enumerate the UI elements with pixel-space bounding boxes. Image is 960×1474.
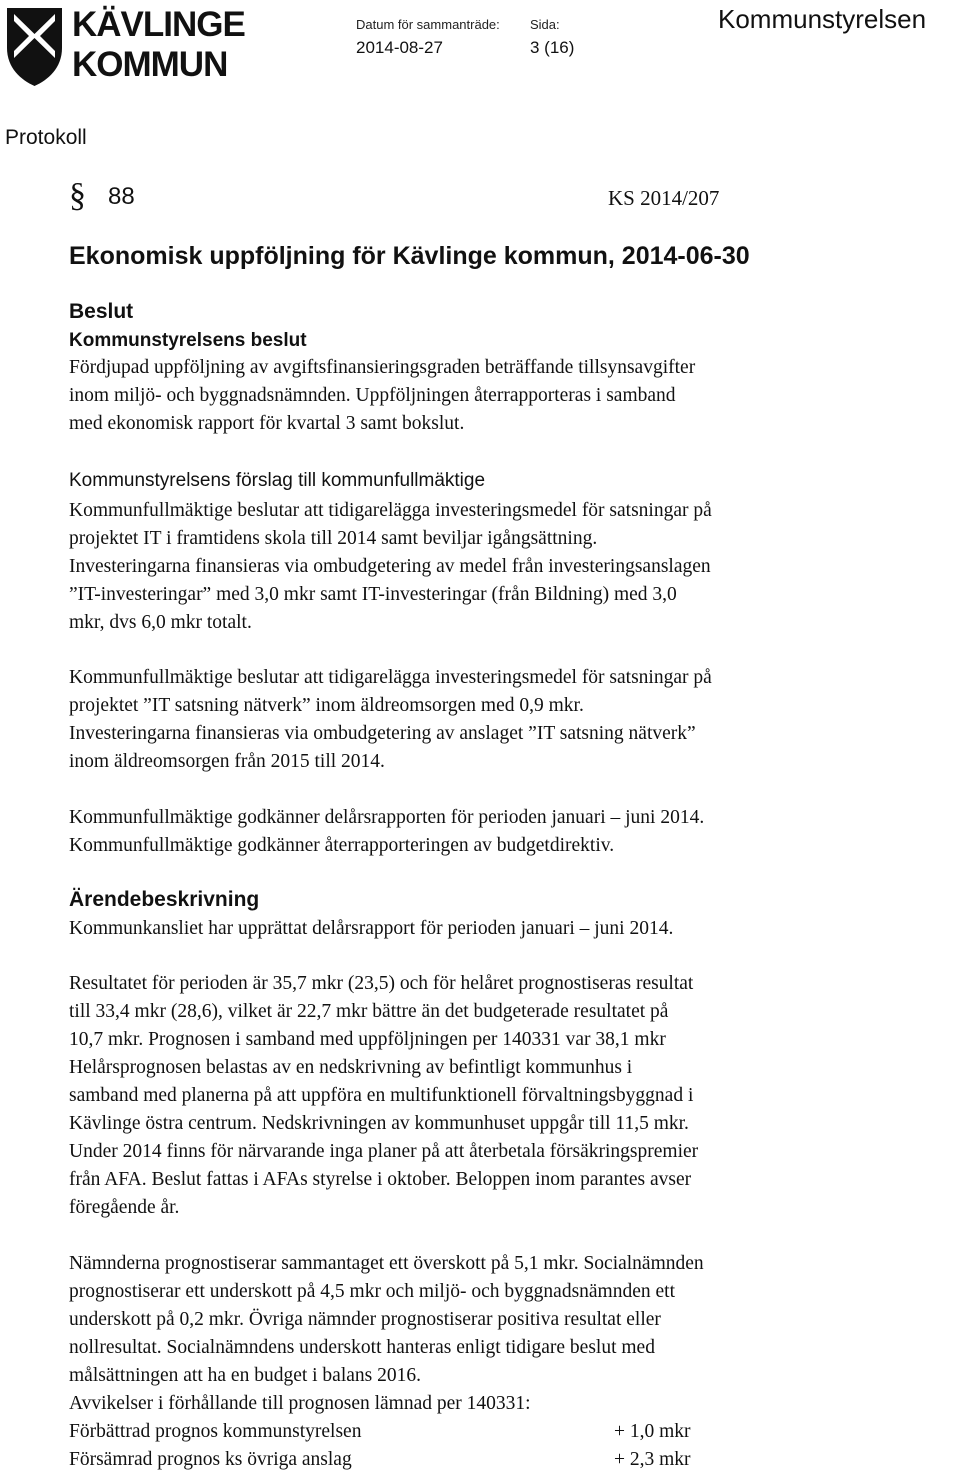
description-line: nollresultat. Socialnämndens underskott hanteras enligt tidigare beslut med [69, 1337, 655, 1358]
proposal-line: ”IT-investeringar” med 3,0 mkr samt IT-investeringar (från Bildning) med 3,0 [69, 584, 677, 605]
proposal-line: inom äldreomsorgen från 2015 till 2014. [69, 751, 385, 772]
kavlinge-kommun-logo [4, 5, 245, 88]
description-line: 10,7 mkr. Prognosen i samband med uppföljningen per 140331 var 38,1 mkr [69, 1029, 666, 1050]
board-decision-line: Fördjupad uppföljning av avgiftsfinansieringsgraden beträffande tillsynsavgifter [69, 357, 696, 378]
proposal-line: Investeringarna finansieras via ombudgetering av medel från investeringsanslagen [69, 556, 711, 577]
proposal-line: Kommunfullmäktige godkänner återrapporteringen av budgetdirektiv. [69, 835, 615, 856]
proposal-line: projektet ”IT satsning nätverk” inom äldreomsorgen med 0,9 mkr. [69, 695, 584, 716]
logo-line-2: KOMMUN [72, 45, 228, 84]
description-line: från AFA. Beslut fattas i AFAs styrelse i oktober. Beloppen inom parantes avser [69, 1169, 692, 1190]
description-line: målsättningen att ha en budget i balans 2016. [69, 1365, 421, 1386]
deviation-label: Försämrad prognos ks övriga anslag [69, 1449, 352, 1470]
page-label: Sida: [530, 17, 560, 32]
section-symbol: § [69, 177, 86, 214]
proposal-line: Investeringarna finansieras via ombudgetering av anslaget ”IT satsning nätverk” [69, 723, 696, 744]
deviation-value: + 1,0 mkr [614, 1421, 691, 1442]
deviation-row [69, 1446, 929, 1474]
description-line: Helårsprognosen belastas av en nedskrivning av befintligt kommunhus i [69, 1057, 633, 1078]
description-line: underskott på 0,2 mkr. Övriga nämnder prognostiserar positiva resultat eller [69, 1309, 661, 1330]
description-heading: Ärendebeskrivning [69, 888, 260, 911]
board-decision-heading: Kommunstyrelsens beslut [69, 330, 307, 351]
proposal-line: Kommunfullmäktige beslutar att tidigarelägga investeringsmedel för satsningar på [69, 667, 712, 688]
item-title: Ekonomisk uppföljning för Kävlinge kommun, 2014-06-30 [69, 242, 750, 270]
deviation-label: Förbättrad prognos kommunstyrelsen [69, 1421, 362, 1442]
board-decision-line: med ekonomisk rapport för kvartal 3 samt bokslut. [69, 413, 465, 434]
paragraph-number: 88 [108, 183, 135, 210]
description-line: till 33,4 mkr (28,6), vilket är 22,7 mkr bättre än det budgeterade resultatet på [69, 1001, 669, 1022]
deviation-row [69, 1418, 929, 1446]
description-line: föregående år. [69, 1197, 180, 1218]
meeting-date-label: Datum för sammanträde: [356, 17, 500, 32]
page-number: 3 (16) [530, 38, 575, 57]
description-line: Resultatet för perioden är 35,7 mkr (23,5) och för helåret prognostiseras resultat [69, 973, 694, 994]
deviation-value: + 2,3 mkr [614, 1449, 691, 1470]
description-line: samband med planerna på att uppföra en multifunktionell förvaltningsbyggnad i [69, 1085, 694, 1106]
description-line: Avvikelser i förhållande till prognosen lämnad per 140331: [69, 1393, 531, 1414]
proposal-line: Kommunfullmäktige beslutar att tidigarelägga investeringsmedel för satsningar på [69, 500, 712, 521]
description-line: prognostiserar ett underskott på 4,5 mkr och miljö- och byggnadsnämnden ett [69, 1281, 675, 1302]
proposal-line: Kommunfullmäktige godkänner delårsrapporten för perioden januari – juni 2014. [69, 807, 705, 828]
description-line: Under 2014 finns för närvarande inga planer på att återbetala försäkringspremier [69, 1141, 699, 1162]
description-line: Nämnderna prognostiserar sammantaget ett överskott på 5,1 mkr. Socialnämnden [69, 1253, 704, 1274]
organization-name: Kommunstyrelsen [718, 4, 927, 34]
decision-heading: Beslut [69, 300, 134, 323]
description-intro: Kommunkansliet har upprättat delårsrapport för perioden januari – juni 2014. [69, 918, 674, 939]
meeting-date: 2014-08-27 [356, 38, 443, 57]
proposal-line: mkr, dvs 6,0 mkr totalt. [69, 612, 252, 633]
description-line: Kävlinge östra centrum. Nedskrivningen av kommunhuset uppgår till 11,5 mkr. [69, 1113, 689, 1134]
proposal-heading: Kommunstyrelsens förslag till kommunfullmäktige [69, 470, 486, 491]
proposal-line: projektet IT i framtidens skola till 2014 samt beviljar igångsättning. [69, 528, 598, 549]
logo-line-1: KÄVLINGE [72, 5, 245, 44]
document-type: Protokoll [5, 126, 87, 149]
board-decision-line: inom miljö- och byggnadsnämnden. Uppföljningen återrapporteras i samband [69, 385, 676, 406]
case-number: KS 2014/207 [608, 186, 720, 210]
